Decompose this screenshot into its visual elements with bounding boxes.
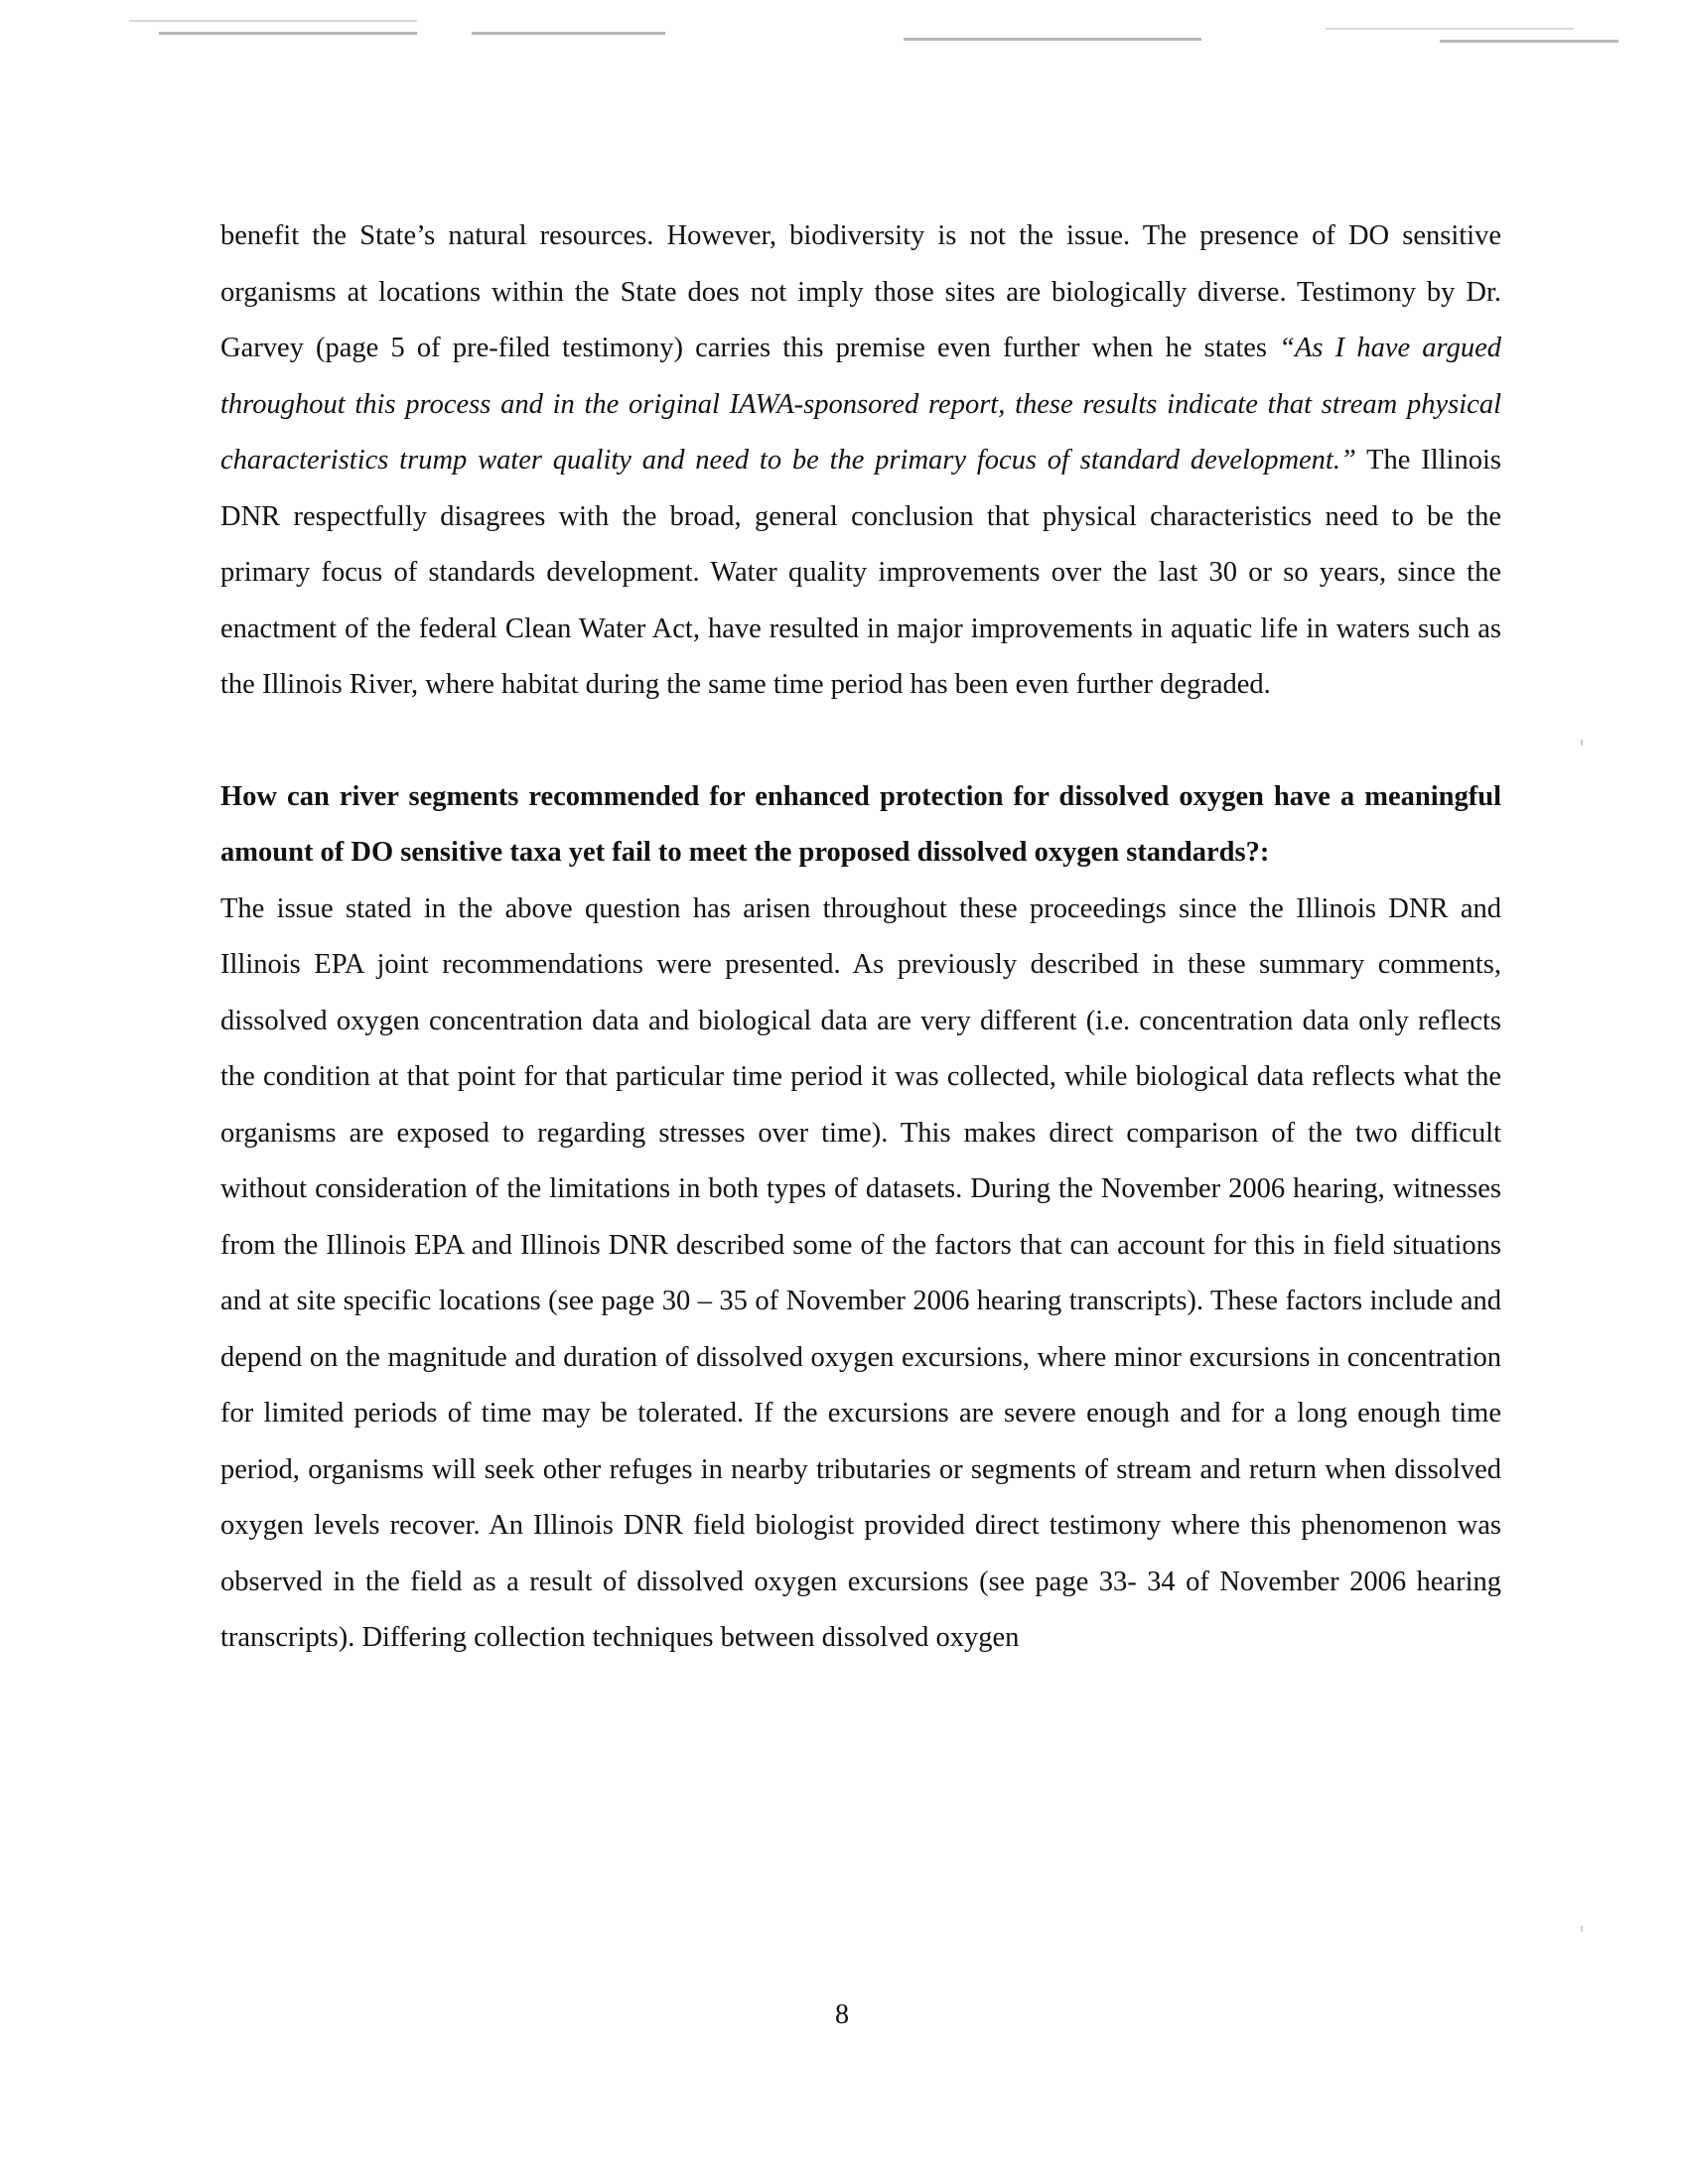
fax-mark <box>159 32 417 35</box>
paragraph-text: The Illinois DNR respectfully disagrees with the broad, general conclusion that physical characteristics need to be the primary focus of standards development. Water quality improvements over the last 30 or so years, since the enactment of the federal Clean Water Act, have resulted in major improvements in aquatic life in waters such as the Illinois River, where habitat during the same time period has been even further degraded. <box>220 445 1501 700</box>
document-body <box>220 208 1501 1667</box>
fax-header-noise <box>109 14 1618 54</box>
fax-mark <box>1326 28 1574 30</box>
fax-mark <box>472 32 665 35</box>
fax-mark <box>129 20 417 22</box>
scan-speck <box>1581 1926 1583 1932</box>
paragraph-text: benefit the State’s natural resources. However, biodiversity is not the issue. The presence of DO sensitive organisms at locations within the State does not imply those sites are biologically diverse. Testimony by Dr. Garvey (page 5 of pre-filed testimony) carries this premise even further when he states <box>220 220 1501 363</box>
section-heading: How can river segments recommended for enhanced protection for dissolved oxygen have a meaningful amount of DO sensitive taxa yet fail to meet the proposed dissolved oxygen standards?: <box>220 780 1501 868</box>
page-number: 8 <box>835 1999 849 2030</box>
quotation: “As I have argued throughout this process and in the original IAWA-sponsored report, these results indicate that stream physical characteristics trump water quality and need to be the primary focus of standard development.” <box>220 333 1501 476</box>
scan-speck <box>1581 740 1583 746</box>
fax-mark <box>904 38 1201 41</box>
paragraph <box>220 208 1501 714</box>
fax-mark <box>1440 40 1618 43</box>
paragraph: The issue stated in the above question has arisen throughout these proceedings since the Illinois DNR and Illinois EPA joint recommendations were presented. As previously described in these summary comments, dissolved oxygen concentration data and biological data are very different (i.e. concentration data only reflects the condition at that point for that particular time period it was collected, while biological data reflects what the organisms are exposed to regarding stresses over time). This makes direct comparison of the two difficult without consideration of the limitations in both types of datasets. During the November 2006 hearing, witnesses from the Illinois EPA and Illinois DNR described some of the factors that can account for this in field situations and at site specific locations (see page 30 – 35 of November 2006 hearing transcripts). These factors include and depend on the magnitude and duration of dissolved oxygen excursions, where minor excursions in concentration for limited periods of time may be tolerated. If the excursions are severe enough and for a long enough time period, organisms will seek other refuges in nearby tributaries or segments of stream and return when dissolved oxygen levels recover. An Illinois DNR field biologist provided direct testimony where this phenomenon was observed in the field as a result of dissolved oxygen excursions (see page 33- 34 of November 2006 hearing transcripts). Differing collection techniques between dissolved oxygen <box>220 892 1501 1653</box>
